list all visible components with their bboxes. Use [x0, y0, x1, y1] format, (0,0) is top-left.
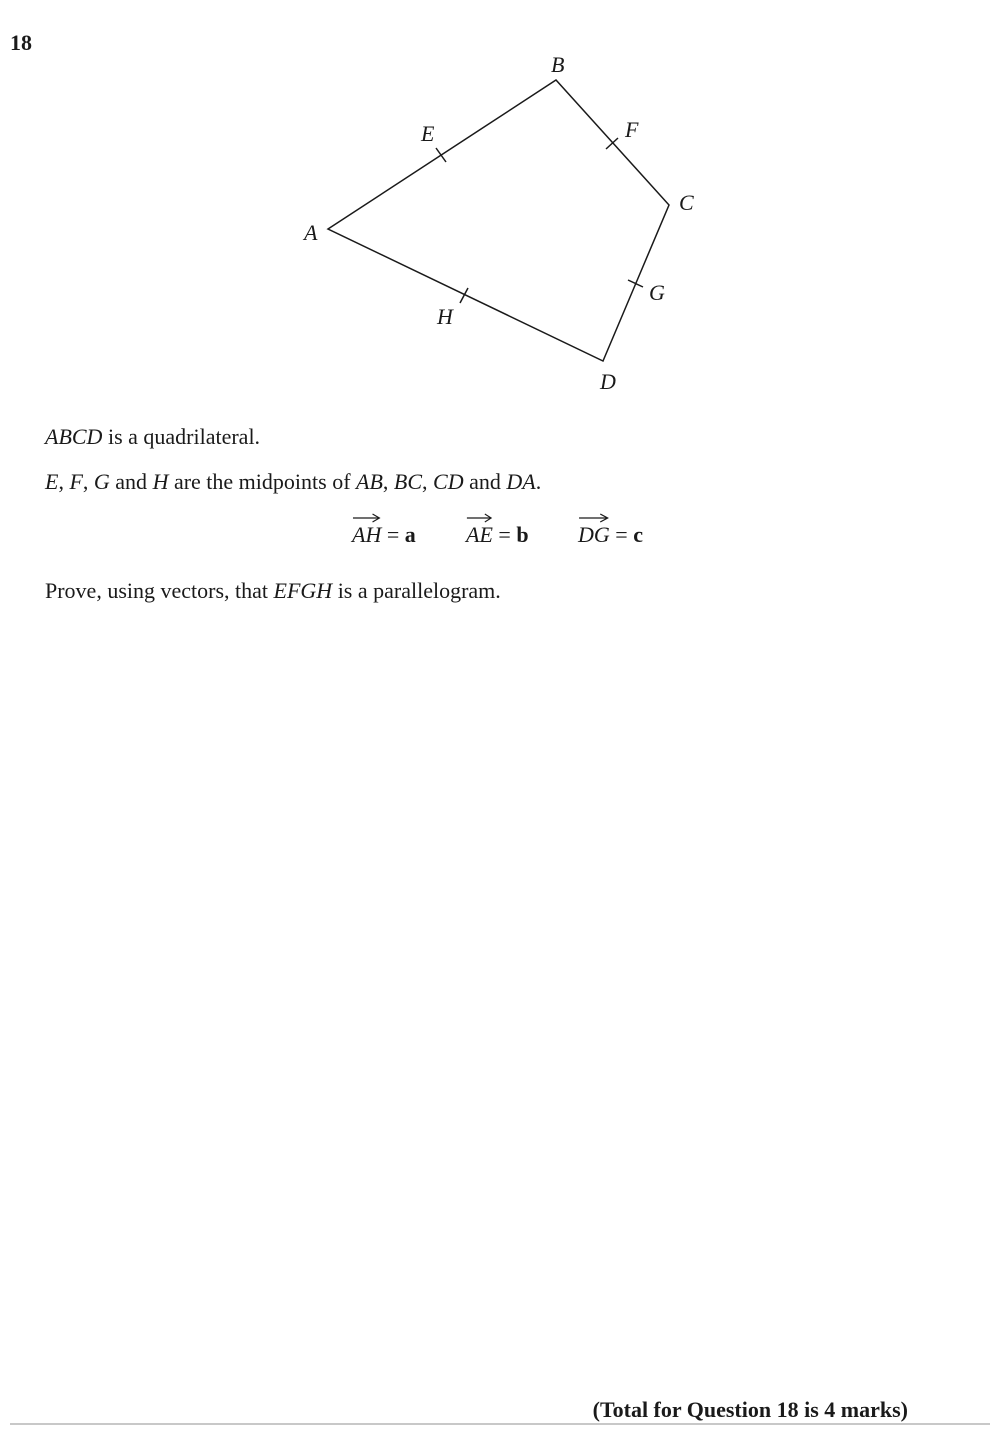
vector-name — [578, 522, 610, 548]
midpoint-label-h: H — [437, 304, 453, 329]
shape-name: EFGH — [273, 578, 333, 603]
point-g: G — [93, 469, 110, 494]
equals: = — [492, 522, 517, 547]
task-text: is a parallelogram. — [332, 578, 501, 603]
shape-name: ABCD — [45, 424, 103, 449]
vector-dg — [578, 522, 643, 548]
sep: and — [109, 469, 153, 494]
equals: = — [609, 522, 634, 547]
segment-bc: BC — [393, 469, 423, 494]
equals: = — [381, 522, 405, 547]
midpoint-label-f: F — [625, 117, 639, 142]
sep: , — [422, 469, 434, 494]
vector-value: b — [516, 522, 529, 547]
midpoint-tick-e — [436, 148, 446, 162]
vector-arrow-icon — [466, 512, 493, 524]
point-h: H — [152, 469, 169, 494]
total-marks: (Total for Question 18 is 4 marks) — [592, 1397, 908, 1422]
statement-midpoints — [45, 469, 541, 495]
vector-name-text: DG — [578, 522, 610, 547]
vector-name — [352, 522, 381, 548]
vertex-label-c: C — [679, 190, 694, 215]
statement-quadrilateral — [45, 424, 260, 450]
point-e: E — [45, 469, 59, 494]
question-number: 18 — [10, 30, 32, 55]
vector-arrow-icon — [352, 512, 381, 524]
statement-text: are the midpoints of — [168, 469, 357, 494]
vector-value: c — [633, 522, 643, 547]
midpoint-label-g: G — [649, 280, 665, 305]
vector-arrow-icon — [578, 512, 610, 524]
quadrilateral-diagram — [0, 0, 1000, 420]
sep: . — [535, 469, 542, 494]
vector-name — [466, 522, 493, 548]
sep: , — [82, 469, 94, 494]
sep: , — [382, 469, 394, 494]
vector-ae — [466, 522, 529, 548]
segment-da: DA — [506, 469, 536, 494]
sep: , — [58, 469, 70, 494]
segment-cd: CD — [433, 469, 464, 494]
vector-name-text: AE — [466, 522, 493, 547]
quadrilateral-abcd — [328, 80, 669, 361]
vector-name-text: AH — [352, 522, 382, 547]
midpoint-label-e: E — [421, 121, 435, 146]
segment-ab: AB — [356, 469, 383, 494]
task-text: Prove, using vectors, that — [45, 578, 274, 603]
task-prompt — [45, 578, 501, 604]
vertex-label-a: A — [304, 220, 318, 245]
vertex-label-b: B — [551, 52, 565, 77]
sep: and — [463, 469, 507, 494]
point-f: F — [69, 469, 83, 494]
footer-divider — [10, 1423, 990, 1425]
vertex-label-d: D — [600, 369, 616, 394]
vector-value: a — [404, 522, 416, 547]
statement-text: is a quadrilateral. — [102, 424, 261, 449]
vector-ah — [352, 522, 416, 548]
